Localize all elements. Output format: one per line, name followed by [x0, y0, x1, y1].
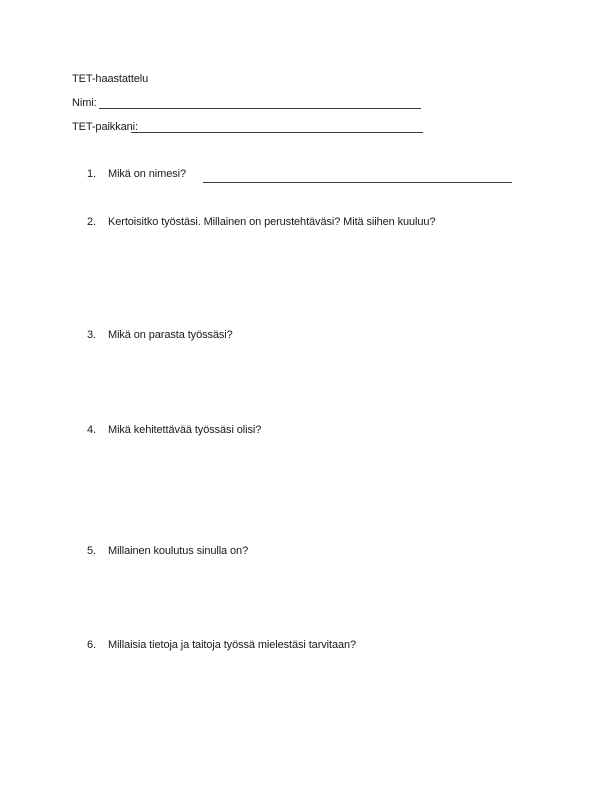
question-3: [87, 329, 233, 342]
tet-place-field: [72, 121, 138, 134]
question-1-blank-line[interactable]: [203, 182, 512, 183]
question-1: [87, 168, 186, 181]
tet-place-field-label: TET-paikkani:: [72, 121, 138, 133]
question-2-text: Kertoisitko työstäsi. Millainen on perustehtäväsi? Mitä siihen kuuluu?: [108, 216, 436, 228]
name-field: [72, 97, 97, 110]
name-field-label: Nimi:: [72, 97, 97, 109]
question-5-number: 5.: [87, 545, 96, 557]
question-3-text: Mikä on parasta työssäsi?: [108, 329, 233, 341]
question-2: [87, 216, 435, 229]
document-title: TET-haastattelu: [72, 73, 149, 85]
question-4-number: 4.: [87, 424, 96, 436]
question-6-number: 6.: [87, 639, 96, 651]
question-6: [87, 639, 356, 652]
question-2-number: 2.: [87, 216, 96, 228]
question-6-text: Millaisia tietoja ja taitoja työssä mielestäsi tarvitaan?: [108, 639, 357, 651]
question-4-text: Mikä kehitettävää työssäsi olisi?: [108, 424, 262, 436]
tet-place-blank-line[interactable]: [131, 132, 423, 133]
question-4: [87, 424, 261, 437]
name-blank-line[interactable]: [99, 108, 421, 109]
question-3-number: 3.: [87, 329, 96, 341]
question-5-text: Millainen koulutus sinulla on?: [108, 545, 249, 557]
question-5: [87, 545, 248, 558]
question-1-text: Mikä on nimesi?: [108, 168, 186, 180]
question-1-number: 1.: [87, 168, 96, 180]
